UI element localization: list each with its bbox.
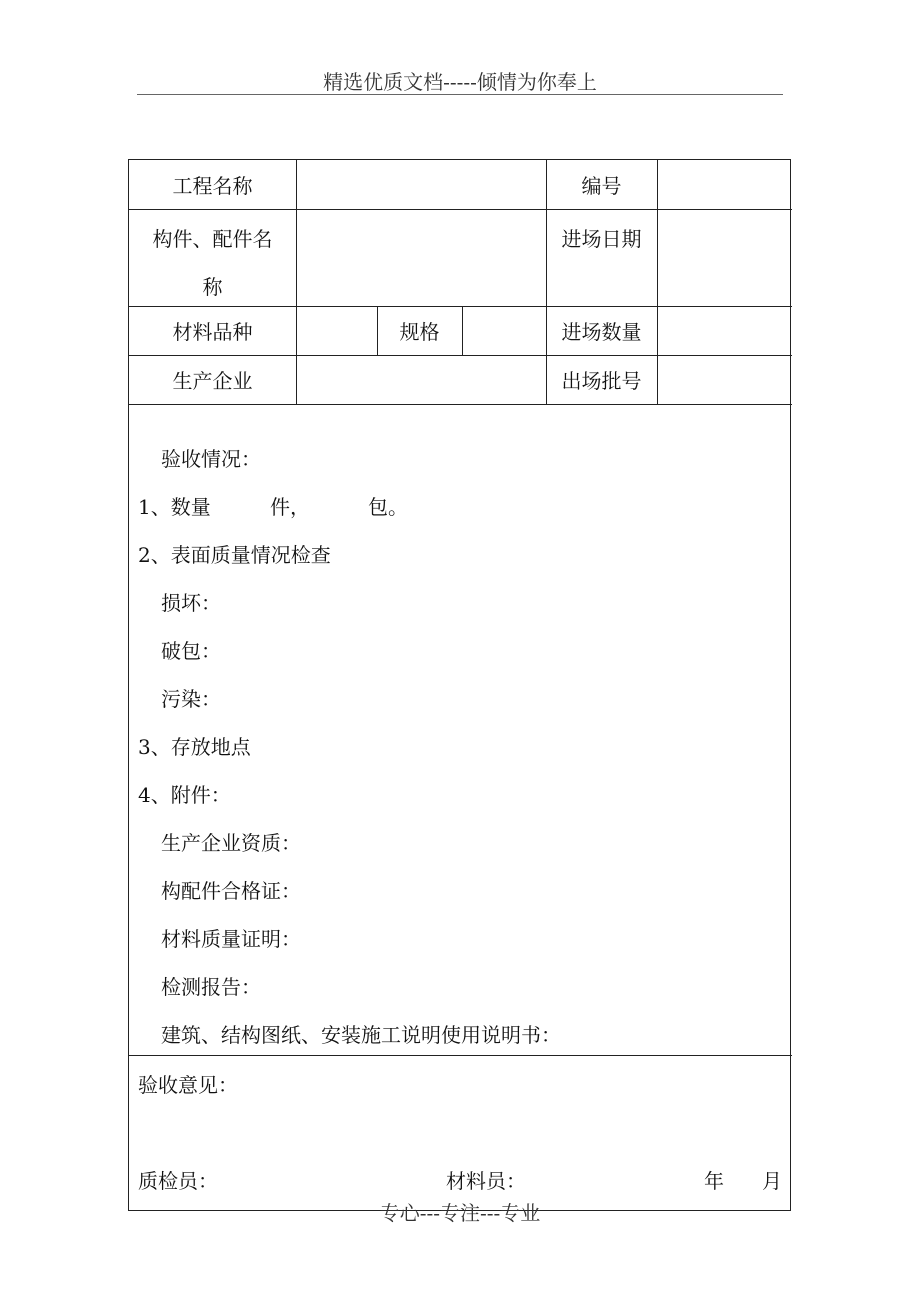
broken-package-label: 破包： [161,639,221,663]
manufacturer-label: 生产企业 [172,369,253,393]
manufacturer-qualification-label: 生产企业资质： [161,831,301,855]
contamination-label: 污染： [161,687,221,711]
component-name-label [129,209,296,306]
quantity-pieces-unit: 件， [270,495,310,519]
entry-date-field[interactable] [657,209,792,306]
attachments-heading: 4、附件： [138,783,231,807]
inspector-label: 质检员： [138,1169,218,1193]
component-name-label-line2: 称 [202,275,223,299]
entry-date-label: 进场日期 [561,227,642,251]
batch-number-field[interactable] [657,355,792,404]
inspection-form [128,159,791,1211]
month-label: 月 [762,1169,782,1193]
quantity-packages-unit: 包。 [368,495,408,519]
entry-quantity-field[interactable] [657,306,792,355]
storage-location-heading: 3、存放地点 [138,735,251,759]
material-type-label: 材料品种 [172,320,253,344]
surface-quality-heading: 2、表面质量情况检查 [138,543,331,567]
drawings-manual-label: 建筑、结构图纸、安装施工说明使用说明书： [161,1023,561,1047]
project-name-field[interactable] [296,160,546,209]
component-name-label-line1: 构件、配件名 [152,227,273,251]
row-divider-4 [129,404,792,405]
project-name-label: 工程名称 [172,174,253,198]
entry-date-label-cell [546,209,657,306]
row-divider-5 [129,1055,792,1056]
spec-label: 规格 [399,320,440,344]
inspection-heading: 验收情况： [161,447,261,471]
material-clerk-label: 材料员： [446,1169,526,1193]
component-name-field[interactable] [296,209,546,306]
number-field[interactable] [657,160,792,209]
material-type-field[interactable] [296,306,377,355]
header-divider [137,94,783,95]
quantity-line-label: 1、数量 [138,495,211,519]
damage-label: 损坏： [161,591,221,615]
number-label: 编号 [581,174,622,198]
manufacturer-field[interactable] [296,355,546,404]
document-header: 精选优质文档-----倾情为你奉上 [323,70,597,94]
spec-field[interactable] [462,306,546,355]
acceptance-opinion-heading: 验收意见： [138,1073,238,1097]
component-certificate-label: 构配件合格证： [161,879,301,903]
batch-number-label: 出场批号 [561,369,642,393]
entry-quantity-label: 进场数量 [561,320,642,344]
document-footer: 专心---专注---专业 [379,1201,541,1225]
test-report-label: 检测报告： [161,975,261,999]
year-label: 年 [704,1169,724,1193]
material-quality-proof-label: 材料质量证明： [161,927,301,951]
